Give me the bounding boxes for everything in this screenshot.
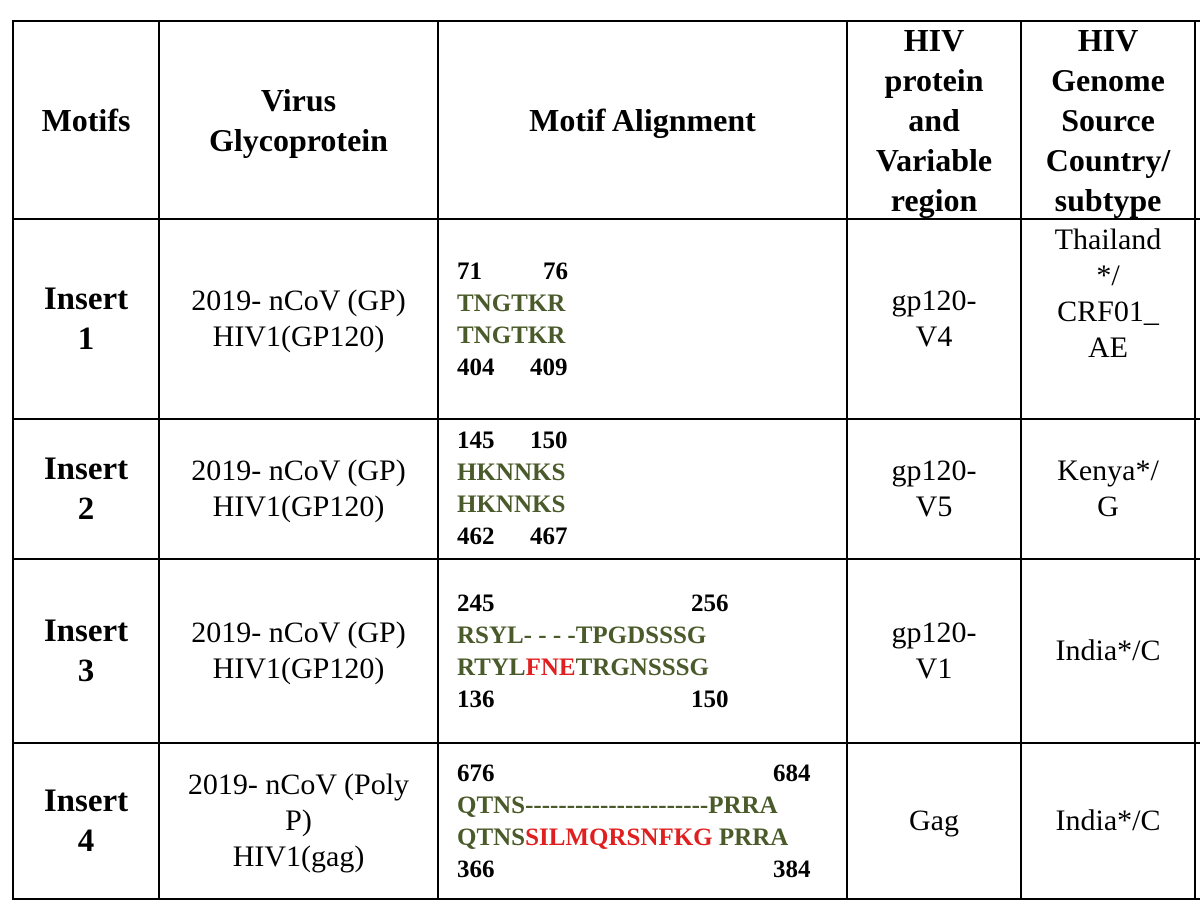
glycoprotein-cell	[160, 744, 437, 898]
motif-label: Insert	[43, 281, 129, 317]
sequence-segment: QTNS	[457, 824, 526, 851]
hiv-protein-cell	[848, 420, 1020, 558]
sequence-segment: HKNNKS	[457, 459, 566, 486]
header-line: region	[890, 182, 978, 218]
glycoprotein-line: P)	[285, 804, 312, 837]
sequence-segment: RSYL- - - -TPGDSSSG	[457, 622, 707, 649]
glycoprotein-line: HIV1(GP120)	[212, 652, 385, 685]
hiv-protein-cell	[848, 744, 1020, 898]
position-start: 404	[457, 354, 495, 381]
header-virus-glycoprotein	[160, 22, 437, 218]
sequence-hiv	[457, 489, 587, 521]
hiv-protein-cell	[848, 560, 1020, 742]
source-line: AE	[1088, 331, 1128, 364]
sequence-hiv	[457, 652, 737, 684]
alignment-block	[457, 425, 587, 553]
alignment-block	[457, 758, 827, 886]
position-start: 71	[457, 258, 482, 285]
header-line: Country/	[1045, 142, 1171, 178]
sequence-ncov	[457, 790, 827, 822]
glycoprotein-cell	[160, 560, 437, 742]
header-hiv-protein	[848, 22, 1020, 218]
source-line: Thailand	[1054, 223, 1162, 256]
sequence-segment: TRGNSSSG	[575, 654, 709, 681]
source-line: G	[1097, 490, 1119, 523]
hiv-protein-line: gp120-	[891, 616, 977, 649]
source-line: CRF01_	[1057, 295, 1159, 328]
sequence-segment: HKNNKS	[457, 491, 566, 518]
motif-label: Insert	[43, 783, 129, 819]
hiv-protein-line: gp120-	[891, 454, 977, 487]
motif-cell	[14, 220, 158, 418]
position-end: 150	[530, 427, 568, 454]
motif-cell	[14, 560, 158, 742]
sequence-hiv	[457, 320, 587, 352]
motif-number: 2	[77, 491, 95, 527]
source-line: Kenya*/	[1057, 454, 1159, 487]
glycoprotein-cell	[160, 420, 437, 558]
header-motif-alignment	[439, 22, 846, 218]
position-end: 467	[530, 523, 568, 550]
header-motif-alignment-label: Motif Alignment	[529, 102, 756, 138]
glycoprotein-line: HIV1(gag)	[232, 840, 365, 873]
sequence-segment: TNGTKR	[457, 290, 566, 317]
hiv-protein-line: Gag	[909, 804, 959, 837]
glycoprotein-line: 2019- nCoV (GP)	[191, 616, 406, 649]
sequence-insert-segment: FNE	[525, 654, 576, 681]
glycoprotein-line: HIV1(GP120)	[212, 490, 385, 523]
position-start: 366	[457, 856, 495, 883]
position-end: 409	[530, 354, 568, 381]
position-end: 150	[691, 686, 729, 713]
glycoprotein-line: 2019- nCoV (GP)	[191, 454, 406, 487]
source-line: */	[1096, 259, 1120, 292]
sequence-hiv	[457, 822, 827, 854]
source-line: India*/C	[1055, 804, 1161, 837]
hiv-protein-cell	[848, 220, 1020, 418]
motif-number: 3	[77, 653, 95, 689]
position-start: 145	[457, 427, 495, 454]
glycoprotein-line: 2019- nCoV (Poly	[187, 768, 410, 801]
header-line: Source	[1061, 102, 1155, 138]
sequence-segment: QTNS----------------------PRRA	[457, 792, 778, 819]
position-end: 684	[773, 760, 811, 787]
header-line: HIV	[1077, 22, 1139, 58]
alignment-block	[457, 588, 737, 716]
header-line: and	[908, 102, 960, 138]
sequence-ncov	[457, 620, 737, 652]
sequence-segment: PRRA	[712, 824, 789, 851]
motif-cell	[14, 420, 158, 558]
motif-number: 1	[77, 321, 95, 357]
header-line: Virus	[260, 82, 337, 118]
hiv-protein-line: V5	[915, 490, 953, 523]
motif-cell	[14, 744, 158, 898]
hiv-protein-line: gp120-	[891, 284, 977, 317]
col-divider	[1194, 20, 1196, 900]
position-end: 384	[773, 856, 811, 883]
header-line: subtype	[1054, 182, 1162, 218]
position-end: 256	[691, 590, 729, 617]
position-start: 136	[457, 686, 495, 713]
hiv-protein-line: V4	[915, 320, 953, 353]
header-line: HIV	[903, 22, 965, 58]
alignment-block	[457, 256, 587, 384]
sequence-insert-segment: SILMQRSNFKG	[525, 824, 713, 851]
header-hiv-genome-source	[1022, 22, 1194, 218]
position-start: 676	[457, 760, 495, 787]
hiv-protein-line: V1	[915, 652, 953, 685]
source-cell	[1022, 220, 1194, 420]
header-motifs-label: Motifs	[41, 102, 131, 138]
sequence-ncov	[457, 288, 587, 320]
motif-label: Insert	[43, 613, 129, 649]
sequence-segment: RTYL	[457, 654, 526, 681]
source-cell	[1022, 420, 1194, 558]
sequence-ncov	[457, 457, 587, 489]
motif-label: Insert	[43, 451, 129, 487]
glycoprotein-line: 2019- nCoV (GP)	[191, 284, 406, 317]
sequence-segment: TNGTKR	[457, 322, 566, 349]
header-motifs	[14, 22, 158, 218]
header-line: Variable	[875, 142, 993, 178]
position-start: 462	[457, 523, 495, 550]
source-cell	[1022, 560, 1194, 742]
header-line: Glycoprotein	[209, 122, 388, 158]
position-start: 245	[457, 590, 495, 617]
motif-number: 4	[77, 823, 95, 859]
position-end: 76	[543, 258, 568, 285]
header-line: protein	[884, 62, 984, 98]
header-line: Genome	[1051, 62, 1165, 98]
source-cell	[1022, 744, 1194, 898]
glycoprotein-cell	[160, 220, 437, 418]
glycoprotein-line: HIV1(GP120)	[212, 320, 385, 353]
source-line: India*/C	[1055, 634, 1161, 667]
